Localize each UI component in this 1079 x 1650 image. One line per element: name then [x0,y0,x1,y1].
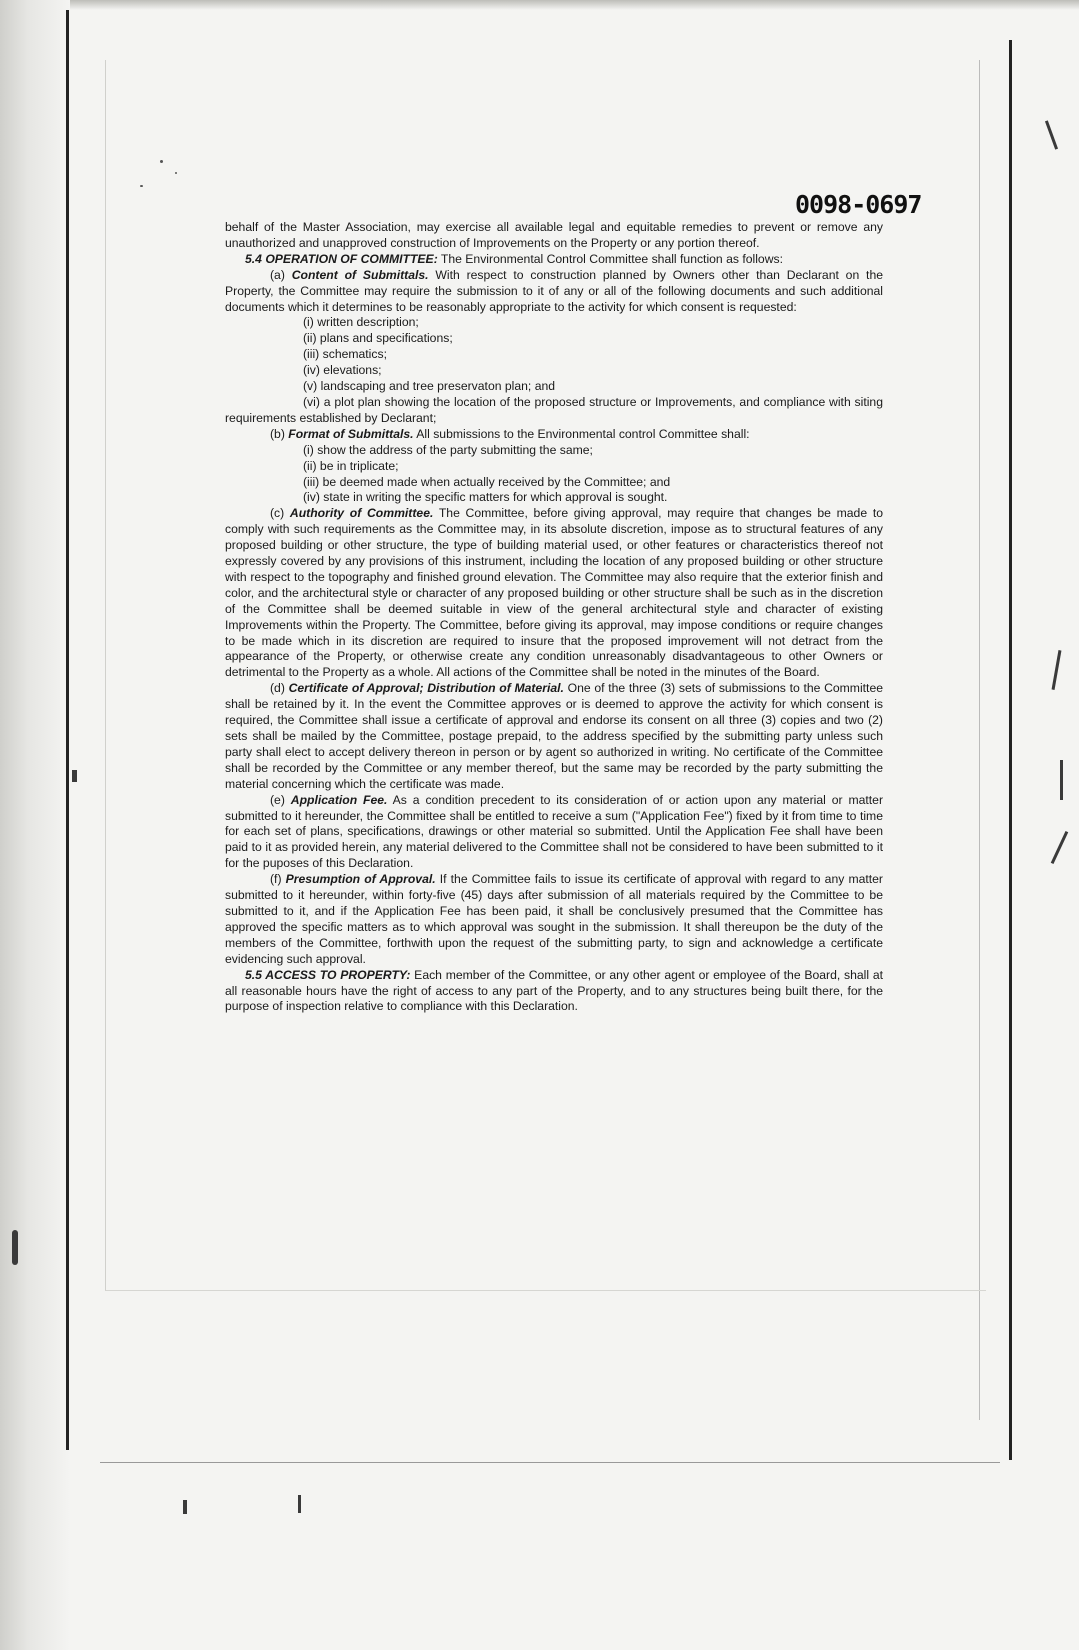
clause-f-label: (f) [270,872,286,887]
intro-paragraph: behalf of the Master Association, may exercise all available legal and equitable remedies to prevent or remove any unauthorized and unapproved construction of Improvements on the Property or any portion thereof. [225,220,883,250]
clause-b-heading: Format of Submittals. [288,426,414,441]
list-item: (iii) be deemed made when actually received by the Committee; and [303,474,671,489]
scan-speck [175,172,177,174]
scan-mark [1052,650,1062,690]
list-item: (iii) schematics; [303,347,387,362]
clause-a [225,268,883,316]
scan-mark [72,770,77,782]
clause-f-text: If the Committee fails to issue its certificate of approval with regard to any matter submitted to it hereunder, within forty-five (45) days after submission of all materials required by the Committee to be submitted to it, and if the Application Fee has been paid, it shall be conclusively presumed that the Committee has approved the specific matters as to which approval was sought in the submission. It shall thereupon be the duty of the members of the Committee, forthwith upon the request of the submitting party, to sign and acknowledge a certificate evidencing such approval. [225,872,883,966]
scan-mark [1060,760,1063,800]
list-item: (iv) state in writing the specific matters for which approval is sought. [303,490,668,505]
clause-a-heading: Content of Submittals. [291,267,429,282]
section-5-5-text: Each member of the Committee, or any other agent or employee of the Board, shall at all reasonable hours have the right of access to any part of the Property, and to any structures being built there, for the purpose of inspection relative to compliance with this Declaration. [225,967,883,1014]
clause-e-text: As a condition precedent to its consideration of or action upon any material or matter submitted to it hereunder, the Committee shall be entitled to receive a sum ("Application Fee") fixed by it from time to time for each set of plans, specifications, drawings or other material so submitted. Until the Application Fee shall have been paid to it as provided herein, any material delivered to the Committee shall not be considered to have been submitted to it for the puposes of this Declaration. [225,792,883,871]
scan-top-edge [0,0,1079,10]
scan-speck [140,185,143,187]
list-item: (iv) elevations; [303,363,382,378]
section-5-4-text: The Environmental Control Committee shall function as follows: [437,251,783,266]
list-item: (ii) plans and specifications; [303,331,453,346]
clause-b-label: (b) [270,426,289,441]
list-item: (vi) a plot plan showing the location of the proposed structure or Improvements, and compliance with siting requirements established by Declarant; [225,394,883,425]
scan-mark [1051,831,1069,864]
document-number: 0098-0697 [795,190,922,219]
clause-b-text: All submissions to the Environmental control Committee shall: [413,426,750,441]
clause-a-label: (a) [270,267,292,282]
list-item: (i) written description; [303,315,419,330]
scan-speck [160,160,163,163]
list-item: (ii) be in triplicate; [303,458,399,473]
section-5-4-heading: 5.4 OPERATION OF COMMITTEE: [245,251,438,266]
clause-e [225,793,883,873]
section-5-4 [225,252,883,268]
section-5-5 [225,968,883,1016]
clause-c-text: The Committee, before giving approval, may require that changes be made to comply with such requirements as the Committee may, in its absolute discretion, impose as to structural features of any proposed building or other structure, the type of building material used, or other features or characteristics thereof not expressly covered by any provisions of this instrument, including the location of any proposed building or other structure with respect to the topography and finished ground elevation. The Committee may also require that the exterior finish and color, and the architectural style or character of any proposed building or other structure shall be such as in the discretion of the Committee shall be deemed suitable in view of the general architectural style and character of existing Improvements within the Property. The Committee, before giving its approval, may impose conditions or require changes to be made which in its discretion are required to insure that the proposed improvement will not detract from the appearance of the Property, or otherwise create any condition unreasonably disadvantageous to other Owners or detrimental to the Property as a whole. All actions of the Committee shall be noted in the minutes of the Board. [225,506,883,680]
clause-d-heading: Certificate of Approval; Distribution of Material. [288,681,564,696]
bottom-margin-line [100,1462,1000,1463]
clause-e-label: (e) [270,792,291,807]
list-item: (i) show the address of the party submitting the same; [303,442,593,457]
scan-left-shadow [0,0,70,1650]
right-margin-line [1009,40,1012,1460]
clause-d [225,681,883,792]
section-5-5-heading: 5.5 ACCESS TO PROPERTY: [245,967,411,982]
list-item: (v) landscaping and tree preservaton plan; and [303,379,556,394]
clause-d-text: One of the three (3) sets of submissions to the Committee shall be retained by it. In the event the Committee approves or is deemed to approve the activity for which consent is required, the Committee shall issue a certificate of approval and endorse its consent on all three (3) copies and two (2) sets shall be mailed by the Committee, postage prepaid, to the address specified by the submitting party unless such party shall elect to accept delivery thereon in person or by agent so authorized in writing. No certificate of the Committee shall be recorded by the Committee or any member thereof, but the same may be recorded by the party submitting the material concerning which the certificate was made. [225,681,883,791]
clause-f-heading: Presumption of Approval. [285,872,436,887]
scan-mark [183,1500,187,1514]
clause-c-heading: Authority of Committee. [289,506,434,521]
document-body [225,220,883,1015]
left-margin-line [66,10,69,1450]
clause-d-label: (d) [270,681,289,696]
clause-c [225,506,883,681]
clause-c-label: (c) [270,506,290,521]
scan-mark [298,1495,301,1513]
clause-f [225,872,883,967]
clause-e-heading: Application Fee. [290,792,388,807]
scan-mark [1045,120,1058,149]
clause-b [225,427,883,443]
scan-mark [12,1230,18,1265]
clause-a-text: With respect to construction planned by Owners other than Declarant on the Property, the Committee may require the submission to it of any or all of the following documents and such additional documents which it determines to be reasonably appropriate to the activity for which consent is requested: [225,267,883,314]
